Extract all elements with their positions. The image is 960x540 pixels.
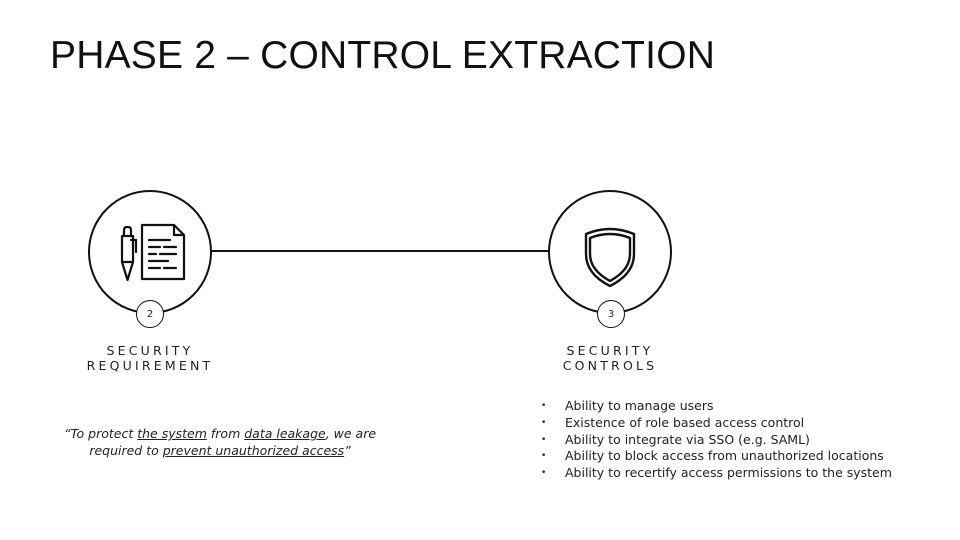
bullet: •: [541, 434, 547, 445]
step-number-badge: 3: [597, 300, 625, 328]
list-item: [540, 432, 892, 449]
list-item-text: Ability to manage users: [565, 398, 714, 413]
connector-line: [210, 250, 550, 252]
list-item: [540, 448, 892, 465]
list-item-text: Existence of role based access control: [565, 414, 805, 430]
security-requirement-label: [40, 343, 260, 373]
security-controls-list: [540, 398, 892, 482]
list-item-text: Ability to block access from unauthorized locations: [565, 448, 884, 464]
slide-title: PHASE 2 – CONTROL EXTRACTION: [50, 34, 716, 77]
list-item-text: Ability to recertify access permissions to the system: [565, 465, 892, 481]
quote-underlined-term: the system: [137, 426, 207, 441]
label-line: SECURITY: [106, 343, 194, 358]
shield-icon: [550, 192, 670, 312]
quote-underlined-term: data leakage: [244, 426, 326, 441]
bullet: •: [541, 468, 547, 479]
document-pen-icon: [90, 192, 210, 312]
requirement-quote: [55, 425, 385, 459]
label-line: CONTROLS: [562, 358, 658, 373]
step-number-badge: 2: [136, 300, 164, 328]
security-controls-node: [548, 190, 672, 314]
quote-text: , we are required to: [89, 426, 377, 458]
quote-underlined-term: prevent unauthorized access: [162, 443, 345, 458]
list-item: [540, 398, 892, 415]
list-item: [540, 415, 892, 432]
bullet: •: [541, 401, 547, 411]
quote-text: “To protect: [63, 426, 138, 441]
quote-text: from: [206, 426, 245, 441]
list-item: [540, 465, 892, 482]
list-item-text: Ability to integrate via SSO (e.g. SAML): [565, 431, 810, 447]
label-line: SECURITY: [566, 343, 654, 358]
bullet: •: [541, 417, 547, 428]
security-requirement-node: [88, 190, 212, 314]
security-controls-label: [500, 343, 720, 373]
quote-text: ”: [344, 443, 351, 458]
bullet: •: [541, 451, 547, 462]
label-line: REQUIREMENT: [86, 358, 214, 373]
